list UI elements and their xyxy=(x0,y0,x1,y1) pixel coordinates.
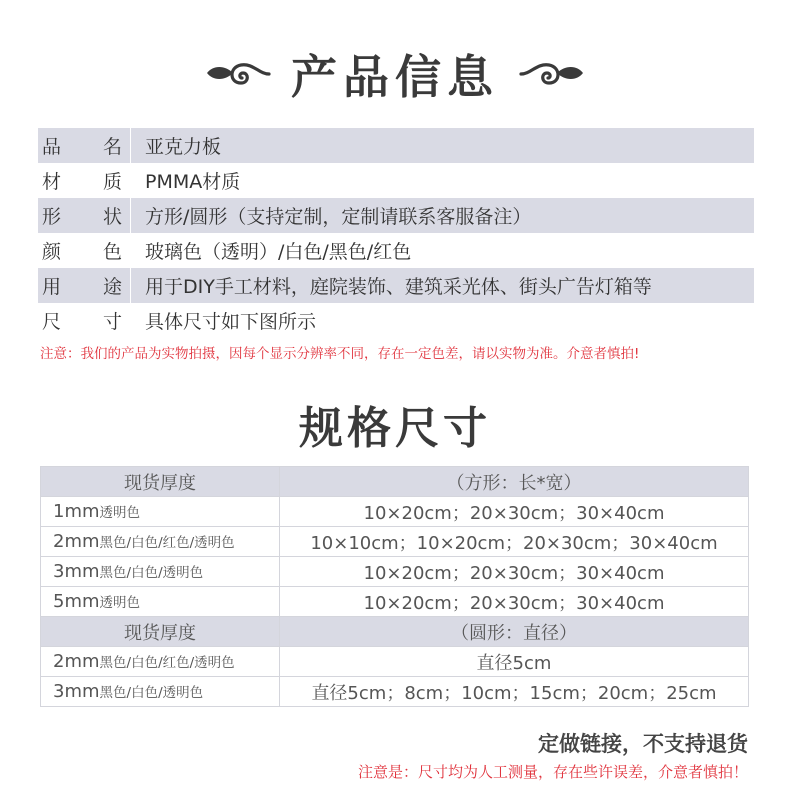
thickness-colors: 黑色/白色/红色/透明色 xyxy=(99,655,235,671)
thickness-cell xyxy=(41,527,280,557)
info-label-char: 质 xyxy=(102,171,122,193)
table-row xyxy=(41,497,749,527)
thickness-colors: 黑色/白色/红色/透明色 xyxy=(99,535,235,551)
size-cell: 10×10cm；10×20cm；20×30cm；30×40cm xyxy=(280,527,749,557)
size-cell: 10×20cm；20×30cm；30×40cm xyxy=(280,497,749,527)
header-square-size: （方形：长*宽） xyxy=(280,467,749,497)
thickness-value: 2mm xyxy=(53,531,100,552)
info-label-char: 状 xyxy=(102,206,122,228)
info-label xyxy=(38,202,130,229)
info-value: PMMA材质 xyxy=(145,171,241,193)
product-info-list xyxy=(38,128,754,338)
info-label-char: 颜 xyxy=(42,241,62,263)
thickness-cell xyxy=(41,647,280,677)
color-difference-note: 注意：我们的产品为实物拍摄，因每个显示分辨率不同，存在一定色差，请以实物为准。介意者慎拍! xyxy=(40,346,640,362)
thickness-colors: 透明色 xyxy=(99,505,141,521)
info-label-char: 途 xyxy=(102,276,122,298)
thickness-value: 3mm xyxy=(53,681,100,702)
info-row-color xyxy=(38,233,754,268)
table-row xyxy=(41,647,749,677)
table-row xyxy=(41,557,749,587)
info-row-size xyxy=(38,303,754,338)
info-value: 用于DIY手工材料，庭院装饰、建筑采光体、街头广告灯箱等 xyxy=(145,276,652,298)
thickness-cell xyxy=(41,677,280,707)
size-cell: 直径5cm xyxy=(280,647,749,677)
info-value: 玻璃色（透明）/白色/黑色/红色 xyxy=(145,241,412,263)
size-cell: 10×20cm；20×30cm；30×40cm xyxy=(280,557,749,587)
info-label-char: 材 xyxy=(42,171,62,193)
spec-table xyxy=(40,466,749,707)
header-thickness: 现货厚度 xyxy=(41,467,280,497)
thickness-colors: 黑色/白色/透明色 xyxy=(99,565,204,581)
thickness-cell xyxy=(41,587,280,617)
info-label-char: 色 xyxy=(102,241,122,263)
measurement-note: 注意是：尺寸均为人工测量，存在些许误差，介意者慎拍！ xyxy=(357,763,748,781)
right-swirl-ornament-icon xyxy=(517,59,587,89)
info-label-char: 名 xyxy=(102,136,122,158)
info-label-char: 寸 xyxy=(102,311,122,333)
info-row-shape xyxy=(38,198,754,233)
info-label xyxy=(38,167,130,194)
custom-order-note: 定做链接，不支持退货 xyxy=(538,732,748,756)
table-header-row xyxy=(41,617,749,647)
info-label xyxy=(38,237,130,264)
info-value: 具体尺寸如下图所示 xyxy=(145,311,317,333)
thickness-colors: 透明色 xyxy=(99,595,141,611)
info-label xyxy=(38,307,130,334)
size-cell: 直径5cm；8cm；10cm；15cm；20cm；25cm xyxy=(280,677,749,707)
header-round-size: （圆形：直径） xyxy=(280,617,749,647)
size-cell: 10×20cm；20×30cm；30×40cm xyxy=(280,587,749,617)
spec-title: 规格尺寸 xyxy=(299,403,491,454)
info-label-char: 尺 xyxy=(42,311,62,333)
thickness-value: 5mm xyxy=(53,591,100,612)
table-row xyxy=(41,677,749,707)
info-label xyxy=(38,132,130,159)
info-label-char: 用 xyxy=(42,276,62,298)
thickness-cell xyxy=(41,557,280,587)
info-row-material xyxy=(38,163,754,198)
info-value: 方形/圆形（支持定制，定制请联系客服备注） xyxy=(145,206,532,228)
left-swirl-ornament-icon xyxy=(203,59,273,89)
thickness-value: 1mm xyxy=(53,501,100,522)
info-label-char: 形 xyxy=(42,206,62,228)
info-label xyxy=(38,272,130,299)
info-row-name xyxy=(38,128,754,163)
thickness-value: 3mm xyxy=(53,561,100,582)
header-thickness: 现货厚度 xyxy=(41,617,280,647)
product-info-header xyxy=(0,34,790,114)
table-header-row xyxy=(41,467,749,497)
info-value: 亚克力板 xyxy=(145,136,222,158)
info-label-char: 品 xyxy=(42,136,62,158)
thickness-colors: 黑色/白色/透明色 xyxy=(99,685,204,701)
product-info-title: 产品信息 xyxy=(291,50,499,104)
table-row xyxy=(41,527,749,557)
table-row xyxy=(41,587,749,617)
thickness-cell xyxy=(41,497,280,527)
info-row-usage xyxy=(38,268,754,303)
thickness-value: 2mm xyxy=(53,651,100,672)
